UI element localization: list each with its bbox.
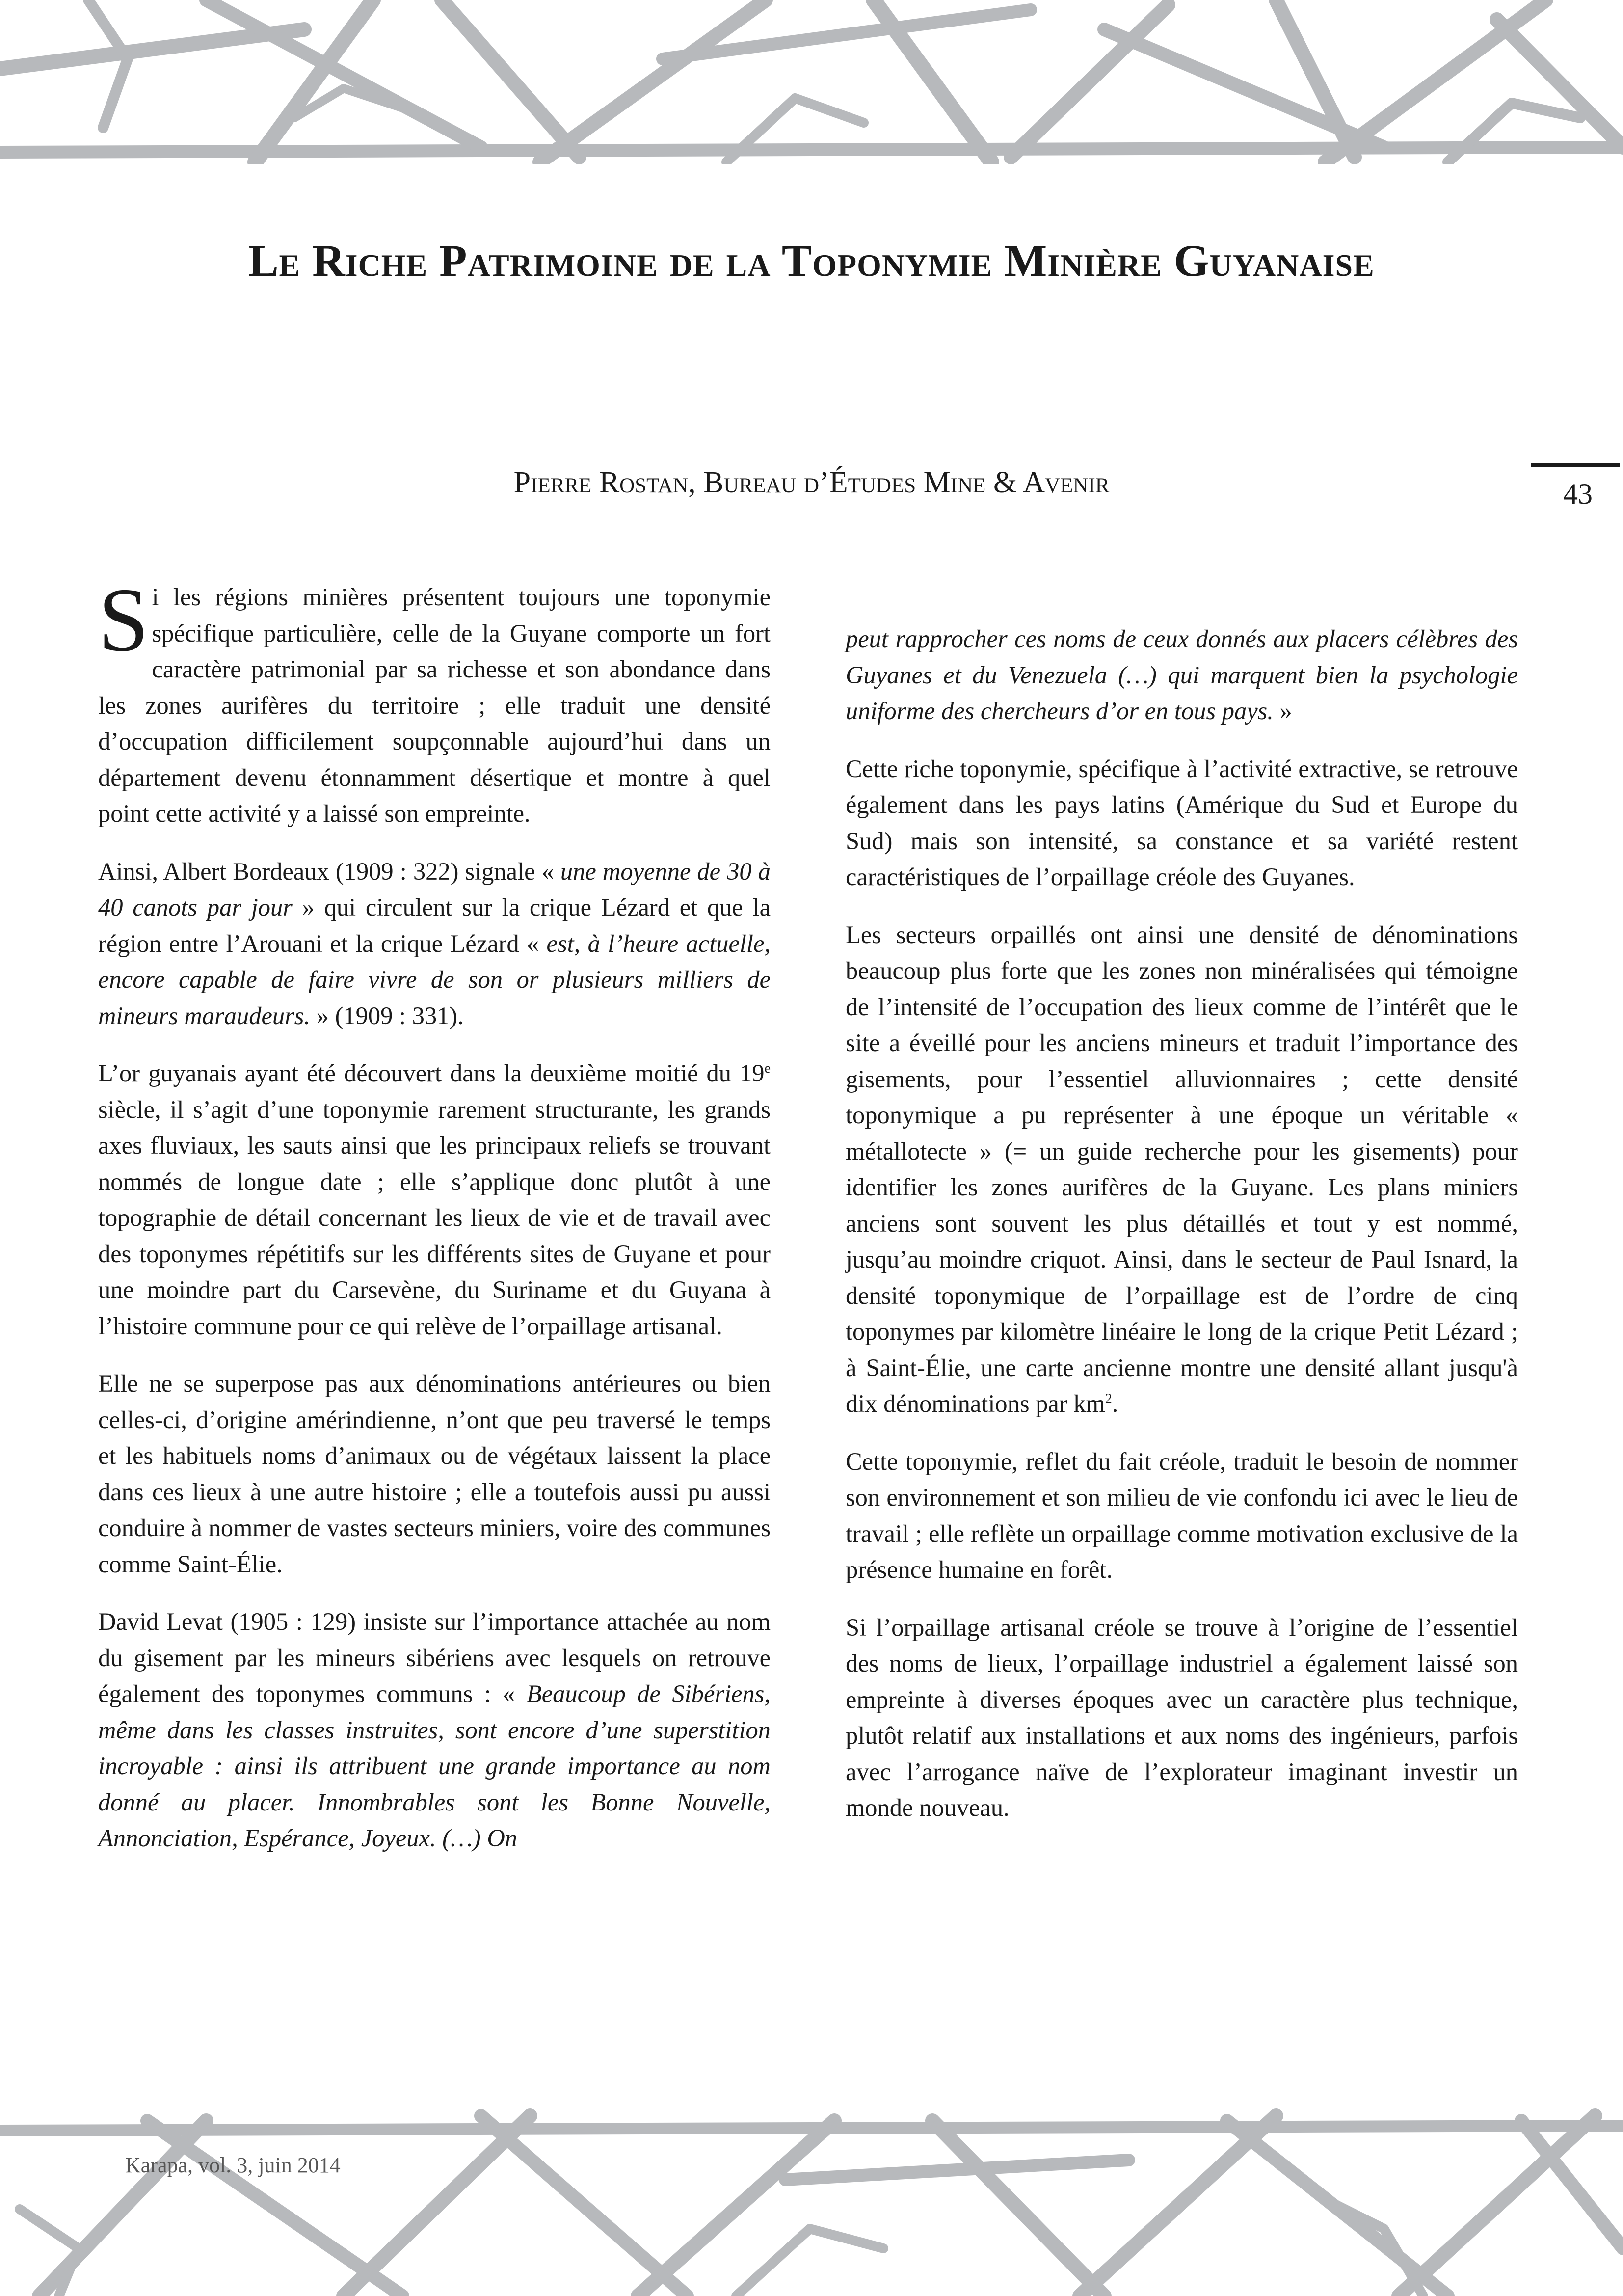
paragraph (98, 1604, 771, 1857)
paragraph (846, 1610, 1518, 1826)
paragraph-text: » (1909 : 331). (310, 1001, 464, 1029)
wooden-frame-ornament (0, 0, 1623, 164)
ornament-stroke (481, 2116, 687, 2296)
quote-text: peut rapprocher ces noms de ceux donnés aux placers célèbres des Guyanes et du Venezuela (…) qui marquent bien la psychologie uniforme des chercheurs d’or en tous pays. (846, 625, 1518, 725)
quote-text: est, à l’heure actuelle, encore capable de faire vivre de son or plusieurs milliers de mineurs maraudeurs. (98, 929, 771, 1029)
quote-text: Beaucoup de Sibériens, même dans les classes instruites, sont encore d’une superstition incroyable : ainsi ils attribuent une grande importance au nom donné au placer. Innombrables sont les Bonne Nouvelle, Annonciation, Espérance, Joyeux. (…) On (98, 1680, 771, 1852)
ornament-stroke (0, 2126, 1623, 2131)
paragraph-text: Cette riche toponymie, spécifique à l’activité extractive, se retrouve également dans les pays latins (Amérique du Sud et Europe du Sud) mais son intensité, sa constance et sa variété restent caractéristiques de l’orpaillage créole des Guyanes. (846, 755, 1518, 891)
ornament-stroke (1276, 0, 1355, 157)
paragraph-text: David Levat (1905 : 129) insiste sur l’importance attachée au nom du gisement par les mineurs sibériens avec lesquels on retrouve également des toponymes communs : « (98, 1608, 771, 1707)
paragraph-text: Cette toponymie, reflet du fait créole, traduit le besoin de nommer son environnement et son milieu de vie confondu ici avec le lieu de travail ; elle reflète un orpaillage comme motivation exclusive de la présence humaine en forêt. (846, 1447, 1518, 1583)
paragraph-text: » qui circulent sur la crique Lézard et que la région entre l’Arouani et la crique Lézard « (98, 893, 771, 957)
right-column (846, 621, 1518, 1848)
ornament-stroke (785, 2160, 1129, 2180)
ornament-stroke (1497, 20, 1623, 147)
paragraph (98, 1366, 771, 1582)
paragraph-text: Les secteurs orpaillés ont ainsi une densité de dénominations beaucoup plus forte que les zones non minéralisées qui témoigne de l’intensité de l’occupation des lieux comme de l’intérêt que le site a éveillé pour les anciens mineurs et traduit l’importance des gisements, pour l’essentiel alluvionnaires ; cette densité toponymique a pu représenter à une époque un véritable « métallotecte » (= un guide recherche pour les gisements) pour identifier les zones aurifères de la Guyane. Les plans miniers anciens sont souvent les plus détaillés et tout y est nommé, jusqu’au moindre criquot. Ainsi, dans le secteur de Paul Isnard, la densité toponymique de l’orpaillage est de l’ordre de cinq toponymes par kilomètre linéaire le long de la crique Petit Lézard ; à Saint-Élie, une carte ancienne montre une densité allant jusqu'à dix dénominations par km (846, 920, 1518, 1417)
page-number: 43 (1563, 478, 1593, 510)
paragraph (98, 1055, 771, 1344)
paragraph-text: Si l’orpaillage artisanal créole se trouve à l’origine de l’essentiel des noms de lieux, l’orpaillage industriel a également laissé son empreinte à diverses époques avec un caractère plus technique, plutôt relatif aux installations et aux noms des ingénieurs, parfois avec l’arrogance naïve de l’explorateur imaginant investir un monde nouveau. (846, 1613, 1518, 1821)
article-author: Pierre Rostan, Bureau d’Études Mine & Avenir (513, 466, 1110, 499)
journal-citation: Karapa, vol. 3, juin 2014 (125, 2153, 341, 2177)
ornament-stroke (736, 2229, 883, 2296)
ornament-stroke (1011, 5, 1168, 157)
left-column (98, 569, 771, 1878)
drop-cap: S (98, 569, 149, 671)
paragraph (846, 751, 1518, 895)
paragraph (846, 917, 1518, 1422)
ornament-stroke (638, 2121, 834, 2296)
paragraph (846, 621, 1518, 729)
ornament-stroke (932, 2121, 1104, 2296)
superscript: e (764, 1061, 771, 1077)
paragraph-text: i les régions minières présentent toujours une toponymie spécifique particulière, celle de la Guyane comporte un fort caractère patrimonial par sa richesse et son abondance dans les zones aurifères du territoire ; elle traduit une densité d’occupation difficilement soupçonnable aujourd’hui dans un département devenu étonnamment désertique et montre à quel point cette activité y a laissé son empreinte. (98, 583, 771, 827)
paragraph (98, 854, 771, 1034)
paragraph-text: Elle ne se superpose pas aux dénominations antérieures ou bien celles-ci, d’origine amérindienne, n’ont que peu traversé le temps et les habituels noms d’animaux ou de végétaux laissent la place dans ces lieux à une autre histoire ; elle a toutefois aussi pu aussi conduire à nommer de vastes secteurs miniers, voire des communes comme Saint-Élie. (98, 1370, 771, 1578)
top-ornament-band (0, 0, 1623, 164)
ornament-stroke (206, 0, 481, 147)
paragraph-text: siècle, il s’agit d’une toponymie rarement structurante, les grands axes fluviaux, les sauts ainsi que les principaux reliefs se trouvant nommés de longue date ; elle s’applique donc plutôt à une topographie de détail concernant les lieux de vie et de travail avec des toponymes répétitifs sur les différents sites de Guyane et pour une moindre part du Carsevène, du Suriname et du Guyana à l’histoire commune pour ce qui relève de l’orpaillage artisanal. (98, 1095, 771, 1340)
paragraph-text: » (1273, 697, 1292, 725)
wooden-frame-ornament (0, 2101, 1623, 2296)
superscript: 2 (1105, 1391, 1112, 1407)
paragraph (846, 1444, 1518, 1588)
ornament-stroke (1325, 0, 1546, 162)
paragraph (98, 569, 771, 832)
quote-text: une moyenne de 30 à 40 canots par jour (98, 857, 771, 921)
paragraph-text: Ainsi, Albert Bordeaux (1909 : 322) signale « (98, 857, 560, 885)
ornament-stroke (1399, 2116, 1595, 2296)
paragraph-text: . (1112, 1390, 1118, 1417)
article-title: Le Riche Patrimoine de la Toponymie Minière Guyanaise (248, 236, 1375, 286)
paragraph-text: L’or guyanais ayant été découvert dans la deuxième moitié du 19 (98, 1059, 765, 1087)
bottom-ornament-band (0, 2101, 1623, 2296)
ornament-stroke (540, 0, 766, 162)
